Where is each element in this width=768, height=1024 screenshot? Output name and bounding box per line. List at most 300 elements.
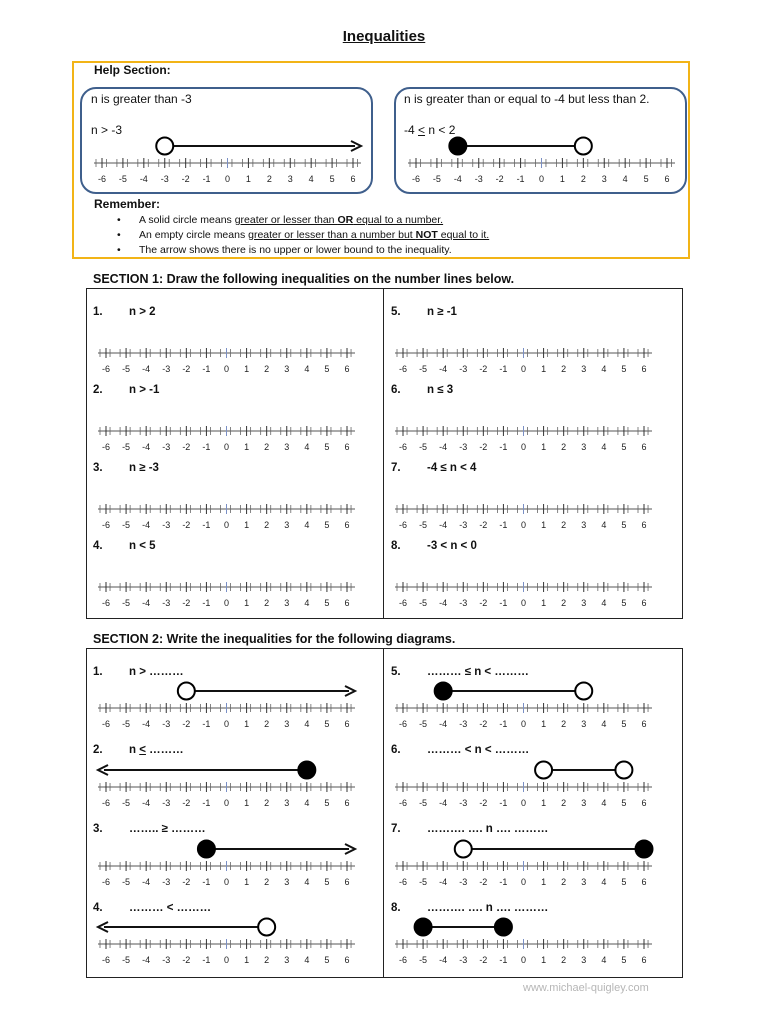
- tick-label: 5: [324, 520, 330, 530]
- tick-label: 2: [264, 955, 270, 965]
- tick-label: -2: [479, 719, 488, 729]
- tick-label: -6: [398, 520, 408, 530]
- tick-label: 4: [304, 364, 310, 374]
- tick-label: -5: [419, 442, 428, 452]
- tick-label: 0: [223, 798, 230, 808]
- s1-q2-text: n > -1: [129, 384, 160, 396]
- tick-label: -2: [479, 364, 488, 374]
- tick-label: 6: [641, 877, 647, 887]
- s2-q2-number-line: [94, 759, 359, 809]
- solid-circle: [435, 683, 452, 700]
- tick-label: 0: [223, 442, 230, 452]
- tick-label: -4: [139, 174, 148, 184]
- tick-label: 1: [244, 877, 250, 887]
- s2-q7-text: ………. …. n …. ………: [427, 823, 549, 835]
- tick-label: 4: [304, 798, 310, 808]
- tick-label: 5: [324, 442, 330, 452]
- tick-label: 5: [324, 955, 330, 965]
- tick-label: 2: [561, 798, 567, 808]
- tick-label: -6: [97, 174, 107, 184]
- tick-label: -5: [122, 364, 131, 374]
- tick-label: -6: [101, 364, 111, 374]
- s1-q2-number-line[interactable]: [94, 403, 359, 453]
- tick-label: -2: [479, 798, 488, 808]
- tick-label: -3: [459, 877, 468, 887]
- tick-label: -2: [495, 174, 504, 184]
- tick-label: -4: [142, 955, 151, 965]
- empty-circle: [178, 683, 195, 700]
- tick-label: -5: [419, 520, 428, 530]
- tick-label: 6: [344, 798, 350, 808]
- tick-label: 0: [223, 877, 230, 887]
- remember-list: [117, 213, 489, 258]
- tick-label: 0: [520, 719, 527, 729]
- tick-label: 3: [284, 442, 290, 452]
- s1-q5-text: n ≥ -1: [427, 306, 457, 318]
- tick-label: 6: [344, 877, 350, 887]
- tick-label: -1: [499, 719, 508, 729]
- notation-underlined-sign: <: [418, 123, 426, 137]
- tick-label: 2: [561, 877, 567, 887]
- tick-label: -6: [101, 798, 111, 808]
- tick-label: 4: [601, 955, 607, 965]
- tick-label: -2: [182, 442, 191, 452]
- tick-label: 0: [223, 520, 230, 530]
- tick-label: -6: [398, 598, 408, 608]
- tick-label: 3: [284, 955, 290, 965]
- tick-label: 3: [581, 442, 587, 452]
- bullet-text: The arrow shows there is no upper or lower bound to the inequality.: [139, 244, 452, 256]
- tick-label: 3: [284, 364, 290, 374]
- tick-label: -4: [142, 719, 151, 729]
- tick-label: -3: [162, 877, 171, 887]
- tick-label: -6: [398, 719, 408, 729]
- s2-q8-number: 8.: [391, 902, 401, 914]
- tick-label: -1: [202, 442, 211, 452]
- tick-label: 5: [324, 364, 330, 374]
- tick-label: 5: [324, 877, 330, 887]
- tick-label: -4: [142, 442, 151, 452]
- tick-label: 4: [601, 598, 607, 608]
- tick-label: -1: [499, 442, 508, 452]
- tick-label: 0: [520, 955, 527, 965]
- tick-label: 0: [520, 798, 527, 808]
- s1-q4-text: n < 5: [129, 540, 156, 552]
- tick-label: 1: [541, 520, 547, 530]
- tick-label: -4: [142, 877, 151, 887]
- s2-q1-text: n > ………: [129, 666, 184, 678]
- tick-label: -6: [101, 520, 111, 530]
- tick-label: -2: [182, 598, 191, 608]
- tick-label: 0: [520, 442, 527, 452]
- tick-label: 6: [641, 364, 647, 374]
- s1-q8-text: -3 < n < 0: [427, 540, 477, 552]
- tick-label: 0: [223, 364, 230, 374]
- tick-label: 2: [264, 442, 270, 452]
- tick-label: 4: [601, 719, 607, 729]
- tick-label: -2: [182, 798, 191, 808]
- tick-label: -5: [122, 798, 131, 808]
- tick-label: -5: [419, 955, 428, 965]
- s1-q6-text: n ≤ 3: [427, 384, 454, 396]
- tick-label: 2: [266, 174, 272, 184]
- tick-label: -6: [398, 877, 408, 887]
- tick-label: 0: [223, 598, 230, 608]
- tick-label: -3: [162, 364, 171, 374]
- tick-label: -3: [459, 364, 468, 374]
- bullet-underlined: equal to it.: [437, 229, 490, 241]
- empty-circle: [156, 138, 173, 155]
- s1-q3-number: 3.: [93, 462, 103, 474]
- section-2-heading: SECTION 2: Write the inequalities for the following diagrams.: [93, 632, 456, 646]
- s2-q8-text: ………. …. n …. ………: [427, 902, 549, 914]
- tick-label: 1: [541, 442, 547, 452]
- tick-label: 0: [223, 719, 230, 729]
- tick-label: 4: [601, 877, 607, 887]
- tick-label: 1: [244, 442, 250, 452]
- tick-label: -5: [419, 798, 428, 808]
- tick-label: 5: [643, 174, 649, 184]
- tick-label: -2: [182, 520, 191, 530]
- tick-label: 3: [581, 719, 587, 729]
- tick-label: 1: [244, 798, 250, 808]
- tick-label: 2: [264, 798, 270, 808]
- tick-label: -5: [432, 174, 441, 184]
- tick-label: 6: [641, 719, 647, 729]
- s1-q7-number-line[interactable]: [391, 481, 656, 531]
- notation-part: n < 2: [425, 123, 456, 137]
- tick-label: -1: [202, 174, 211, 184]
- tick-label: 2: [561, 520, 567, 530]
- question-text-part: n: [129, 744, 140, 756]
- s2-q5-number: 5.: [391, 666, 401, 678]
- s1-q1-number-line[interactable]: [94, 325, 359, 375]
- tick-label: -5: [122, 719, 131, 729]
- s1-q3-number-line[interactable]: [94, 481, 359, 531]
- footer-website: www.michael-quigley.com: [523, 982, 649, 994]
- s1-q2-number: 2.: [93, 384, 103, 396]
- tick-label: 6: [664, 174, 670, 184]
- tick-label: -1: [499, 877, 508, 887]
- s2-q6-text: ……… < n < ………: [427, 744, 530, 756]
- tick-label: 4: [304, 955, 310, 965]
- tick-label: -3: [162, 598, 171, 608]
- tick-label: -3: [459, 719, 468, 729]
- tick-label: -1: [202, 598, 211, 608]
- tick-label: 6: [641, 955, 647, 965]
- tick-label: 5: [329, 174, 335, 184]
- tick-label: 6: [344, 598, 350, 608]
- tick-label: -4: [453, 174, 462, 184]
- section-1-heading: SECTION 1: Draw the following inequalities on the number lines below.: [93, 272, 515, 286]
- tick-label: 2: [561, 598, 567, 608]
- tick-label: 0: [520, 598, 527, 608]
- tick-label: 2: [264, 520, 270, 530]
- tick-label: 6: [641, 442, 647, 452]
- s2-q5-text: ……… ≤ n < ………: [427, 666, 529, 678]
- tick-label: 6: [641, 798, 647, 808]
- tick-label: -1: [202, 955, 211, 965]
- tick-label: 3: [601, 174, 607, 184]
- tick-label: -4: [439, 520, 448, 530]
- tick-label: -4: [439, 598, 448, 608]
- s2-q7-number: 7.: [391, 823, 401, 835]
- tick-label: -4: [142, 520, 151, 530]
- s1-q5-number-line[interactable]: [391, 325, 656, 375]
- solid-circle: [198, 841, 215, 858]
- tick-label: 2: [264, 364, 270, 374]
- tick-label: -1: [202, 520, 211, 530]
- tick-label: -1: [202, 719, 211, 729]
- tick-label: -3: [459, 520, 468, 530]
- tick-label: 1: [244, 598, 250, 608]
- tick-label: -2: [479, 877, 488, 887]
- empty-circle: [535, 762, 552, 779]
- tick-label: 1: [541, 598, 547, 608]
- tick-label: 5: [621, 955, 627, 965]
- tick-label: -5: [122, 877, 131, 887]
- tick-label: 1: [559, 174, 565, 184]
- tick-label: -6: [101, 598, 111, 608]
- tick-label: -6: [398, 955, 408, 965]
- tick-label: -1: [202, 364, 211, 374]
- tick-label: -3: [162, 719, 171, 729]
- tick-label: -1: [516, 174, 525, 184]
- tick-label: 3: [284, 719, 290, 729]
- page-title: Inequalities: [342, 28, 426, 45]
- s2-q5-number-line: [391, 680, 656, 730]
- remember-item: [117, 228, 489, 243]
- tick-label: -3: [474, 174, 483, 184]
- tick-label: 1: [244, 364, 250, 374]
- s2-q2-text: [129, 744, 184, 756]
- s2-q6-number-line: [391, 759, 656, 809]
- solid-circle: [449, 138, 466, 155]
- tick-label: 4: [308, 174, 314, 184]
- empty-circle: [575, 683, 592, 700]
- tick-label: -5: [122, 442, 131, 452]
- tick-label: -4: [439, 442, 448, 452]
- tick-label: 5: [324, 719, 330, 729]
- tick-label: -3: [459, 598, 468, 608]
- tick-label: -5: [419, 364, 428, 374]
- tick-label: 4: [601, 364, 607, 374]
- tick-label: 6: [641, 520, 647, 530]
- help-example-2-number-line: [404, 135, 679, 185]
- tick-label: -4: [439, 877, 448, 887]
- bullet-underlined: greater or lesser than a number but: [248, 229, 416, 241]
- tick-label: 3: [287, 174, 293, 184]
- s2-q4-number: 4.: [93, 902, 103, 914]
- tick-label: -5: [419, 719, 428, 729]
- tick-label: 3: [581, 364, 587, 374]
- s2-q4-text: ……… < ………: [129, 902, 212, 914]
- tick-label: -2: [479, 520, 488, 530]
- solid-circle: [495, 919, 512, 936]
- tick-label: 1: [245, 174, 251, 184]
- tick-label: 0: [224, 174, 231, 184]
- tick-label: 2: [264, 598, 270, 608]
- remember-item: [117, 213, 489, 228]
- tick-label: -5: [118, 174, 127, 184]
- tick-label: -3: [160, 174, 169, 184]
- question-underlined-sign: <: [139, 744, 146, 756]
- tick-label: -3: [162, 798, 171, 808]
- tick-label: 2: [264, 719, 270, 729]
- tick-label: 0: [520, 877, 527, 887]
- s1-q3-text: n ≥ -3: [129, 462, 159, 474]
- s1-q4-number-line[interactable]: [94, 559, 359, 609]
- tick-label: 3: [581, 877, 587, 887]
- tick-label: 2: [561, 364, 567, 374]
- help-section-heading: Help Section:: [94, 63, 171, 77]
- s2-q3-text: …….. ≥ ………: [129, 823, 206, 835]
- tick-label: -6: [398, 364, 408, 374]
- tick-label: 5: [621, 798, 627, 808]
- s1-q4-number: 4.: [93, 540, 103, 552]
- s2-q2-number: 2.: [93, 744, 103, 756]
- tick-label: -5: [419, 598, 428, 608]
- tick-label: -4: [142, 598, 151, 608]
- section-2-divider: [383, 648, 384, 978]
- help-example-1-number-line: [90, 135, 365, 185]
- tick-label: -2: [181, 174, 190, 184]
- tick-label: 1: [244, 719, 250, 729]
- tick-label: 5: [621, 364, 627, 374]
- tick-label: 4: [304, 719, 310, 729]
- bullet-underlined: greater or lesser than: [234, 214, 338, 226]
- tick-label: 1: [541, 955, 547, 965]
- bullet-underlined: equal to a number.: [353, 214, 444, 226]
- tick-label: 5: [621, 442, 627, 452]
- tick-label: 3: [581, 520, 587, 530]
- tick-label: 4: [304, 520, 310, 530]
- s2-q8-number-line: [391, 916, 656, 966]
- tick-label: -6: [101, 442, 111, 452]
- tick-label: 6: [344, 520, 350, 530]
- tick-label: 1: [541, 719, 547, 729]
- tick-label: 6: [344, 955, 350, 965]
- tick-label: -1: [499, 955, 508, 965]
- remember-item: [117, 243, 489, 258]
- s1-q7-number: 7.: [391, 462, 401, 474]
- empty-circle: [615, 762, 632, 779]
- tick-label: 6: [344, 442, 350, 452]
- tick-label: -6: [101, 719, 111, 729]
- tick-label: -1: [499, 364, 508, 374]
- tick-label: 3: [284, 520, 290, 530]
- s1-q8-number-line[interactable]: [391, 559, 656, 609]
- tick-label: -6: [398, 798, 408, 808]
- tick-label: 0: [223, 955, 230, 965]
- tick-label: 0: [520, 520, 527, 530]
- tick-label: -2: [182, 719, 191, 729]
- s2-q1-number-line: [94, 680, 359, 730]
- tick-label: -3: [162, 442, 171, 452]
- tick-label: -3: [459, 442, 468, 452]
- tick-label: 1: [244, 520, 250, 530]
- tick-label: -2: [182, 877, 191, 887]
- tick-label: -4: [439, 798, 448, 808]
- solid-circle: [636, 841, 653, 858]
- s2-q4-number-line: [94, 916, 359, 966]
- tick-label: 3: [284, 877, 290, 887]
- tick-label: 5: [621, 877, 627, 887]
- tick-label: -3: [162, 520, 171, 530]
- tick-label: 1: [541, 798, 547, 808]
- tick-label: 2: [561, 442, 567, 452]
- tick-label: -5: [122, 955, 131, 965]
- help-example-1-description: n is greater than -3: [91, 92, 192, 106]
- tick-label: -2: [479, 955, 488, 965]
- tick-label: 1: [541, 877, 547, 887]
- tick-label: 4: [304, 598, 310, 608]
- s1-q6-number-line[interactable]: [391, 403, 656, 453]
- s2-q6-number: 6.: [391, 744, 401, 756]
- s1-q1-number: 1.: [93, 306, 103, 318]
- tick-label: 5: [621, 719, 627, 729]
- tick-label: -5: [122, 520, 131, 530]
- tick-label: 5: [621, 520, 627, 530]
- empty-circle: [455, 841, 472, 858]
- tick-label: 2: [561, 955, 567, 965]
- tick-label: -4: [142, 364, 151, 374]
- tick-label: 2: [264, 877, 270, 887]
- s2-q1-number: 1.: [93, 666, 103, 678]
- tick-label: 3: [581, 598, 587, 608]
- tick-label: 6: [350, 174, 356, 184]
- tick-label: -6: [101, 955, 111, 965]
- tick-label: -4: [439, 955, 448, 965]
- question-text-part: ………: [145, 744, 184, 756]
- tick-label: 1: [541, 364, 547, 374]
- s2-q3-number-line: [94, 838, 359, 888]
- tick-label: 2: [580, 174, 586, 184]
- tick-label: 6: [344, 719, 350, 729]
- tick-label: 3: [284, 598, 290, 608]
- tick-label: -5: [419, 877, 428, 887]
- tick-label: -3: [459, 955, 468, 965]
- tick-label: -6: [411, 174, 421, 184]
- tick-label: -1: [499, 520, 508, 530]
- tick-label: -2: [182, 955, 191, 965]
- tick-label: 5: [324, 598, 330, 608]
- tick-label: 5: [621, 598, 627, 608]
- solid-circle: [415, 919, 432, 936]
- tick-label: 5: [324, 798, 330, 808]
- tick-label: 0: [538, 174, 545, 184]
- tick-label: 2: [561, 719, 567, 729]
- tick-label: 4: [601, 520, 607, 530]
- help-example-2-description: n is greater than or equal to -4 but less than 2.: [404, 92, 650, 106]
- s1-q1-text: n > 2: [129, 306, 156, 318]
- tick-label: -3: [459, 798, 468, 808]
- tick-label: -2: [182, 364, 191, 374]
- tick-label: 4: [304, 877, 310, 887]
- tick-label: -4: [439, 719, 448, 729]
- tick-label: 1: [244, 955, 250, 965]
- tick-label: 4: [601, 798, 607, 808]
- tick-label: -4: [439, 364, 448, 374]
- empty-circle: [258, 919, 275, 936]
- s1-q5-number: 5.: [391, 306, 401, 318]
- tick-label: 4: [304, 442, 310, 452]
- tick-label: -1: [202, 798, 211, 808]
- notation-part: -4: [404, 123, 419, 137]
- remember-heading: Remember:: [94, 197, 161, 211]
- tick-label: 4: [601, 442, 607, 452]
- help-example-1-notation: n > -3: [91, 123, 123, 137]
